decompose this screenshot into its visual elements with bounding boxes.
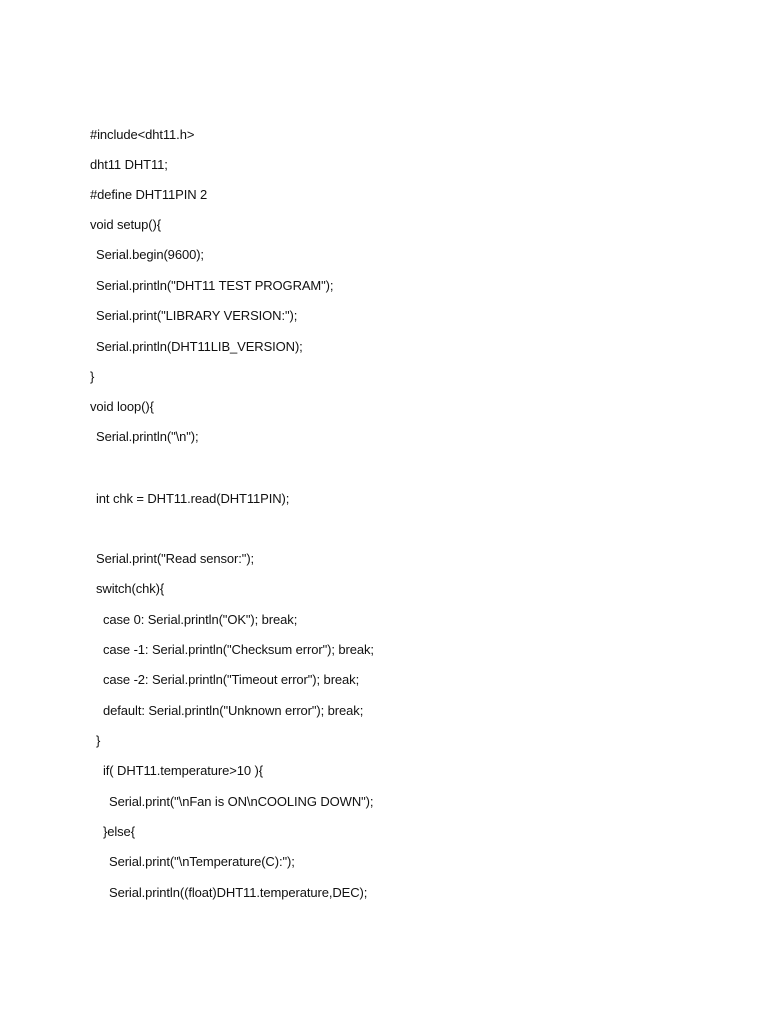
code-line: Serial.println("DHT11 TEST PROGRAM");: [96, 278, 334, 293]
code-line: #define DHT11PIN 2: [90, 187, 208, 202]
code-line: Serial.print("\nTemperature(C):");: [109, 854, 295, 869]
code-line: }: [96, 733, 101, 748]
code-line: dht11 DHT11;: [90, 157, 168, 172]
code-line: Serial.print("Read sensor:");: [96, 551, 255, 566]
code-line: Serial.print("\nFan is ON\nCOOLING DOWN");: [109, 794, 374, 809]
code-line: switch(chk){: [96, 581, 165, 596]
code-line: int chk = DHT11.read(DHT11PIN);: [96, 491, 290, 506]
code-line: case -1: Serial.println("Checksum error"); break;: [103, 642, 374, 657]
code-line: Serial.begin(9600);: [96, 247, 204, 262]
code-line: Serial.print("LIBRARY VERSION:");: [96, 308, 298, 323]
code-line: void loop(){: [90, 399, 154, 414]
code-line: Serial.println((float)DHT11.temperature,DEC);: [109, 885, 368, 900]
code-line: }: [90, 369, 95, 384]
code-line: Serial.println(DHT11LIB_VERSION);: [96, 339, 303, 354]
code-line: void setup(){: [90, 217, 161, 232]
code-line: case -2: Serial.println("Timeout error"); break;: [103, 672, 360, 687]
code-line: default: Serial.println("Unknown error"); break;: [103, 703, 364, 718]
code-line: Serial.println("\n");: [96, 429, 199, 444]
code-line: case 0: Serial.println("OK"); break;: [103, 612, 298, 627]
code-line: #include<dht11.h>: [90, 127, 195, 142]
code-line: }else{: [103, 824, 135, 839]
code-line: if( DHT11.temperature>10 ){: [103, 763, 263, 778]
